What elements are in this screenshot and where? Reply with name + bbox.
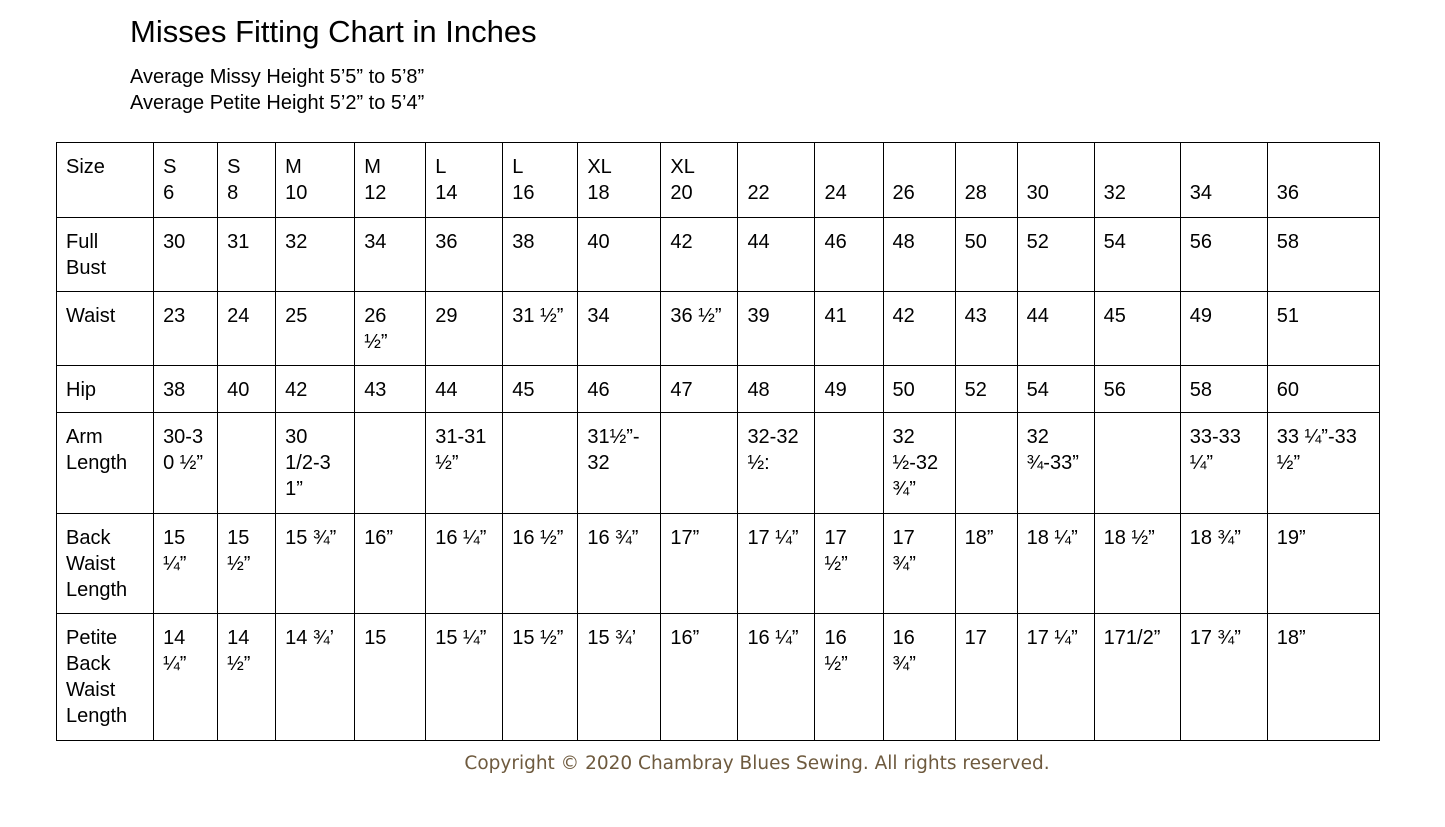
row-label-text: Back Waist Length	[66, 527, 128, 601]
table-cell	[1094, 614, 1180, 741]
cell-value: 47	[670, 379, 693, 401]
cell-value: 16 ¼”	[435, 527, 487, 549]
table-cell	[1094, 218, 1180, 292]
table-cell	[1267, 514, 1379, 614]
cell-value: 14 ¾’	[285, 627, 335, 649]
table-cell	[1094, 143, 1180, 218]
row-label-text: Petite Back Waist Length	[66, 627, 128, 727]
row-label-text: Hip	[66, 379, 97, 401]
table-cell	[883, 292, 955, 366]
cell-value: 17 ¾”	[892, 527, 916, 575]
cell-value: L 14	[435, 156, 458, 204]
cell-value: XL 18	[587, 156, 612, 204]
cell-value: 50	[964, 231, 987, 253]
cell-value: 54	[1026, 379, 1049, 401]
table-cell	[1017, 614, 1094, 741]
table-cell	[1094, 514, 1180, 614]
cell-value: 56	[1103, 379, 1126, 401]
table-cell	[276, 366, 355, 413]
table-cell	[815, 366, 883, 413]
petite-height-note: Average Petite Height 5’2” to 5’4”	[130, 92, 425, 114]
cell-value: 46	[824, 231, 847, 253]
row-label	[57, 514, 154, 614]
table-cell	[815, 292, 883, 366]
table-cell	[815, 218, 883, 292]
cell-value: L 16	[512, 156, 535, 204]
table-cell	[1017, 514, 1094, 614]
row-label-text: Arm Length	[66, 426, 128, 474]
cell-value: 36 ½”	[670, 305, 722, 327]
table-cell	[426, 143, 503, 218]
table-cell	[738, 366, 815, 413]
table-cell	[1180, 143, 1267, 218]
table-row-petite-back-waist-length	[57, 614, 1380, 741]
missy-height-note: Average Missy Height 5’5” to 5’8”	[130, 66, 425, 88]
table-cell	[578, 218, 661, 292]
cell-value: S 8	[227, 156, 241, 204]
table-cell	[426, 413, 503, 514]
cell-value: 30-3 0 ½”	[163, 426, 204, 474]
table-cell	[355, 514, 426, 614]
cell-value: 52	[964, 379, 987, 401]
copyright-notice: Copyright © 2020 Chambray Blues Sewing. All rights reserved.	[464, 753, 1050, 774]
table-cell	[815, 143, 883, 218]
cell-value: 17”	[670, 527, 700, 549]
cell-value: 32 ¾-33”	[1026, 426, 1079, 474]
table-cell	[276, 413, 355, 514]
table-cell	[154, 514, 218, 614]
table-cell	[276, 143, 355, 218]
cell-value: 15 ¾”	[285, 527, 337, 549]
cell-value: 25	[285, 305, 308, 327]
cell-value: 40	[227, 379, 250, 401]
cell-value: 40	[587, 231, 610, 253]
cell-value: 16 ¼”	[747, 627, 799, 649]
cell-value: 16 ½”	[824, 627, 848, 675]
table-cell	[1180, 413, 1267, 514]
cell-value: 15 ¾’	[587, 627, 637, 649]
table-cell	[1180, 366, 1267, 413]
cell-value: 28	[964, 182, 987, 204]
row-label	[57, 218, 154, 292]
cell-value: 31	[227, 231, 250, 253]
cell-value: 38	[512, 231, 535, 253]
table-cell	[1017, 143, 1094, 218]
cell-value: 43	[364, 379, 387, 401]
table-cell	[661, 514, 738, 614]
cell-value: 32-32 ½:	[747, 426, 799, 474]
table-cell	[815, 413, 883, 514]
table-cell	[1180, 218, 1267, 292]
table-cell	[218, 514, 276, 614]
table-cell	[503, 514, 578, 614]
cell-value: 34	[364, 231, 387, 253]
table-cell	[883, 366, 955, 413]
table-cell	[218, 366, 276, 413]
cell-value: 17 ¾”	[1189, 627, 1241, 649]
table-cell	[503, 218, 578, 292]
row-label	[57, 143, 154, 218]
cell-value: 30 1/2-3 1”	[285, 426, 331, 500]
table-cell	[815, 514, 883, 614]
table-row-hip	[57, 366, 1380, 413]
cell-value: 15 ¼”	[435, 627, 487, 649]
table-cell	[154, 292, 218, 366]
cell-value: 52	[1026, 231, 1049, 253]
cell-value: 24	[227, 305, 250, 327]
table-cell	[218, 143, 276, 218]
table-cell	[355, 366, 426, 413]
cell-value: 42	[670, 231, 693, 253]
page-title: Misses Fitting Chart in Inches	[130, 14, 537, 49]
table-cell	[661, 366, 738, 413]
table-cell	[1094, 292, 1180, 366]
table-cell	[1017, 292, 1094, 366]
cell-value: 34	[587, 305, 610, 327]
cell-value: 16 ¾”	[587, 527, 639, 549]
cell-value: 18”	[964, 527, 994, 549]
table-cell	[955, 218, 1017, 292]
cell-value: 22	[747, 182, 770, 204]
cell-value: M 10	[285, 156, 308, 204]
table-cell	[154, 218, 218, 292]
table-cell	[661, 143, 738, 218]
table-cell	[276, 514, 355, 614]
cell-value: 45	[1103, 305, 1126, 327]
table-cell	[154, 413, 218, 514]
cell-value: 17	[964, 627, 987, 649]
table-row-arm-length	[57, 413, 1380, 514]
cell-value: 41	[824, 305, 847, 327]
table-cell	[426, 614, 503, 741]
table-cell	[154, 614, 218, 741]
table-cell	[503, 143, 578, 218]
cell-value: 39	[747, 305, 770, 327]
table-cell	[1017, 366, 1094, 413]
table-row-full-bust	[57, 218, 1380, 292]
cell-value: XL 20	[670, 156, 695, 204]
table-cell	[738, 292, 815, 366]
cell-value: 60	[1276, 379, 1300, 401]
table-cell	[955, 413, 1017, 514]
cell-value: 58	[1276, 231, 1300, 253]
row-label-text: Full Bust	[66, 231, 107, 279]
cell-value: 16”	[670, 627, 700, 649]
cell-value: 19”	[1276, 527, 1306, 549]
cell-value: 34	[1189, 182, 1212, 204]
cell-value: 14 ½”	[227, 627, 251, 675]
table-cell	[955, 614, 1017, 741]
cell-value: 29	[435, 305, 458, 327]
cell-value: 33 ¼”-33 ½”	[1276, 426, 1357, 474]
table-cell	[218, 614, 276, 741]
table-row-waist	[57, 292, 1380, 366]
cell-value: 51	[1276, 305, 1300, 327]
cell-value: 32 ½-32 ¾”	[892, 426, 939, 500]
cell-value: 36	[435, 231, 458, 253]
table-cell	[1094, 366, 1180, 413]
table-cell	[661, 218, 738, 292]
table-cell	[578, 292, 661, 366]
table-cell	[883, 143, 955, 218]
table-cell	[661, 292, 738, 366]
cell-value: 58	[1189, 379, 1212, 401]
table-cell	[154, 143, 218, 218]
cell-value: 48	[892, 231, 915, 253]
cell-value: 31 ½”	[512, 305, 564, 327]
cell-value: 30	[1026, 182, 1049, 204]
table-cell	[661, 413, 738, 514]
fitting-chart-table	[56, 142, 1380, 741]
table-cell	[955, 292, 1017, 366]
cell-value: 54	[1103, 231, 1126, 253]
cell-value: 18 ¼”	[1026, 527, 1078, 549]
row-label	[57, 366, 154, 413]
cell-value: 49	[1189, 305, 1212, 327]
cell-value: 15 ½”	[227, 527, 251, 575]
table-cell	[1267, 218, 1379, 292]
cell-value: 48	[747, 379, 770, 401]
cell-value: 15 ¼”	[163, 527, 187, 575]
cell-value: 26 ½”	[364, 305, 388, 353]
table-row-back-waist-length	[57, 514, 1380, 614]
cell-value: 36	[1276, 182, 1300, 204]
table-cell	[815, 614, 883, 741]
cell-value: 44	[435, 379, 458, 401]
cell-value: 24	[824, 182, 847, 204]
cell-value: 17 ½”	[824, 527, 848, 575]
table-cell	[738, 413, 815, 514]
table-cell	[1267, 366, 1379, 413]
cell-value: 31-31 ½”	[435, 426, 487, 474]
table-cell	[276, 218, 355, 292]
table-cell	[661, 614, 738, 741]
cell-value: 50	[892, 379, 915, 401]
cell-value: 44	[747, 231, 770, 253]
cell-value: 23	[163, 305, 186, 327]
table-cell	[218, 218, 276, 292]
table-cell	[578, 614, 661, 741]
row-label-text: Size	[66, 156, 105, 178]
table-cell	[355, 614, 426, 741]
table-cell	[955, 366, 1017, 413]
table-cell	[355, 218, 426, 292]
table-cell	[738, 514, 815, 614]
table-cell	[355, 292, 426, 366]
table-cell	[1180, 514, 1267, 614]
table-cell	[503, 366, 578, 413]
table-cell	[738, 218, 815, 292]
cell-value: 30	[163, 231, 186, 253]
table-cell	[1180, 292, 1267, 366]
table-cell	[738, 614, 815, 741]
table-cell	[355, 143, 426, 218]
table-cell	[503, 292, 578, 366]
cell-value: 15	[364, 627, 387, 649]
table-cell	[955, 143, 1017, 218]
cell-value: 42	[285, 379, 308, 401]
cell-value: 33-33 ¼”	[1189, 426, 1241, 474]
cell-value: 45	[512, 379, 535, 401]
table-cell	[578, 366, 661, 413]
cell-value: 18”	[1276, 627, 1306, 649]
table-cell	[426, 514, 503, 614]
row-label	[57, 292, 154, 366]
cell-value: 42	[892, 305, 915, 327]
table-cell	[883, 514, 955, 614]
table-cell	[1094, 413, 1180, 514]
table-cell	[578, 143, 661, 218]
table-cell	[426, 366, 503, 413]
cell-value: 18 ½”	[1103, 527, 1155, 549]
table-cell	[883, 413, 955, 514]
cell-value: 49	[824, 379, 847, 401]
table-cell	[154, 366, 218, 413]
cell-value: 43	[964, 305, 987, 327]
cell-value: 17 ¼”	[1026, 627, 1078, 649]
table-cell	[1267, 413, 1379, 514]
cell-value: 44	[1026, 305, 1049, 327]
table-cell	[1267, 614, 1379, 741]
table-cell	[426, 292, 503, 366]
table-cell	[578, 413, 661, 514]
table-cell	[738, 143, 815, 218]
table-cell	[1267, 143, 1379, 218]
cell-value: 14 ¼”	[163, 627, 187, 675]
table-cell	[503, 413, 578, 514]
table-cell	[955, 514, 1017, 614]
cell-value: 171/2”	[1103, 627, 1161, 649]
cell-value: 16”	[364, 527, 394, 549]
table-cell	[503, 614, 578, 741]
cell-value: S 6	[163, 156, 177, 204]
table-cell	[1180, 614, 1267, 741]
table-cell	[276, 614, 355, 741]
cell-value: 17 ¼”	[747, 527, 799, 549]
table-cell	[883, 218, 955, 292]
table-cell	[1017, 218, 1094, 292]
cell-value: 16 ½”	[512, 527, 564, 549]
table-cell	[1267, 292, 1379, 366]
table-cell	[578, 514, 661, 614]
cell-value: 46	[587, 379, 610, 401]
table-row-size	[57, 143, 1380, 218]
table-cell	[883, 614, 955, 741]
cell-value: 32	[285, 231, 308, 253]
table-cell	[276, 292, 355, 366]
cell-value: 18 ¾”	[1189, 527, 1241, 549]
cell-value: 38	[163, 379, 186, 401]
cell-value: 31½”- 32	[587, 426, 640, 474]
cell-value: 56	[1189, 231, 1212, 253]
cell-value: 15 ½”	[512, 627, 564, 649]
row-label	[57, 413, 154, 514]
table-cell	[426, 218, 503, 292]
cell-value: M 12	[364, 156, 387, 204]
row-label-text: Waist	[66, 305, 116, 327]
table-cell	[355, 413, 426, 514]
cell-value: 26	[892, 182, 915, 204]
cell-value: 32	[1103, 182, 1126, 204]
table-cell	[1017, 413, 1094, 514]
row-label	[57, 614, 154, 741]
cell-value: 16 ¾”	[892, 627, 916, 675]
table-cell	[218, 413, 276, 514]
table-cell	[218, 292, 276, 366]
